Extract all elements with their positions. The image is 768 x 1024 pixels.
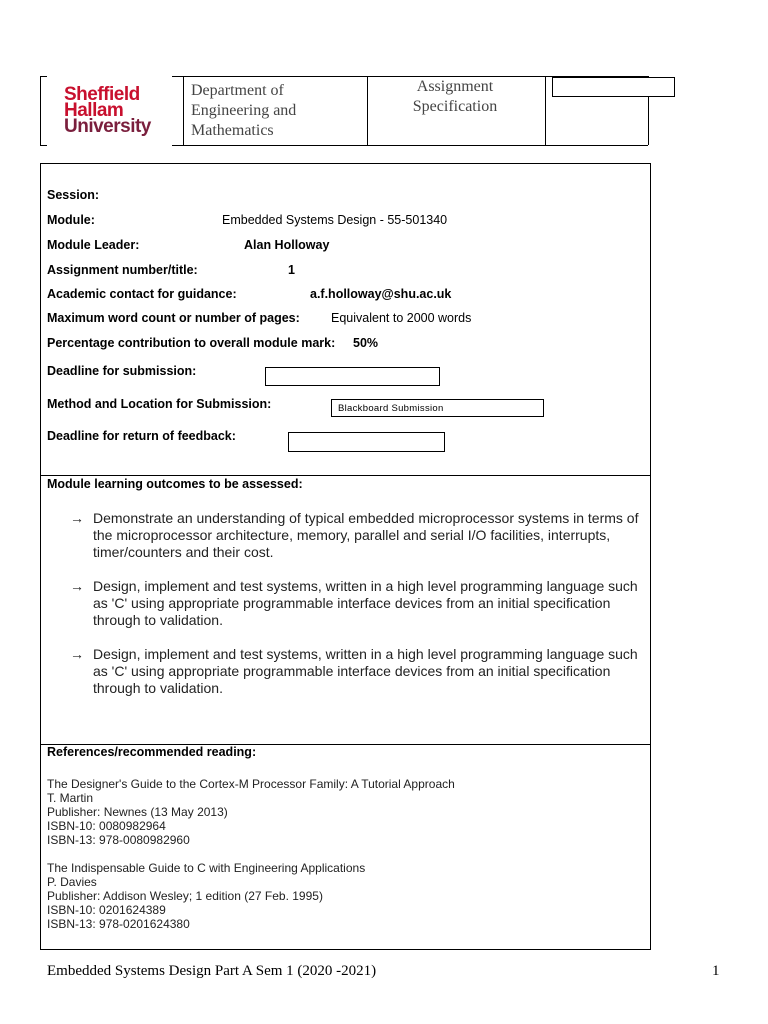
university-logo: [64, 84, 151, 137]
header-bracket: [40, 76, 47, 146]
divider: [367, 76, 368, 145]
deadline-label: Deadline for submission:: [47, 364, 197, 378]
contact-value: a.f.holloway@shu.ac.uk: [310, 287, 452, 301]
header-empty-field[interactable]: [552, 77, 675, 97]
reference-entry: [47, 777, 455, 847]
page-number: 1: [712, 963, 720, 979]
reference-author: T. Martin: [47, 791, 94, 805]
wordcount-value: Equivalent to 2000 words: [331, 311, 472, 325]
reference-isbn13: ISBN-13: 978-0201624380: [47, 917, 190, 931]
feedback-label: Deadline for return of feedback:: [47, 429, 236, 443]
divider: [40, 475, 650, 476]
reference-publisher: Publisher: Newnes (13 May 2013): [47, 805, 228, 819]
reference-isbn10: ISBN-10: 0080982964: [47, 819, 166, 833]
module-value: Embedded Systems Design - 55-501340: [222, 213, 448, 227]
outcome-text: Demonstrate an understanding of typical embedded microprocessor systems in terms of the microprocessor architecture, memory, parallel and serial I/O facilities, interrupts, timer/counters and their cost.: [93, 510, 639, 560]
reference-isbn13: ISBN-13: 978-0080982960: [47, 833, 190, 847]
references-heading: References/recommended reading:: [47, 745, 257, 759]
module-label: Module:: [47, 213, 95, 227]
contact-label: Academic contact for guidance:: [47, 287, 237, 301]
wordcount-label: Maximum word count or number of pages:: [47, 311, 300, 325]
reference-title: The Designer's Guide to the Cortex-M Processor Family: A Tutorial Approach: [47, 777, 455, 791]
divider: [183, 76, 184, 145]
method-label: Method and Location for Submission:: [47, 397, 272, 411]
outcomes-heading: Module learning outcomes to be assessed:: [47, 477, 303, 491]
assignment-label: Assignment number/title:: [47, 263, 198, 277]
logo-line: Sheffield: [64, 84, 140, 105]
logo-line: University: [64, 116, 151, 137]
reference-publisher: Publisher: Addison Wesley; 1 edition (27 Feb. 1995): [47, 889, 323, 903]
outcome-item: [70, 578, 645, 629]
document-type: Assignment Specification: [412, 78, 498, 115]
assignment-value: 1: [288, 263, 295, 277]
reference-isbn10: ISBN-10: 0201624389: [47, 903, 166, 917]
leader-value: Alan Holloway: [244, 238, 330, 252]
department-name: Department of Engineering and Mathematics: [191, 82, 297, 139]
method-field[interactable]: Blackboard Submission: [331, 399, 544, 417]
feedback-deadline-field[interactable]: [288, 432, 445, 452]
footer-title: Embedded Systems Design Part A Sem 1 (2020 -2021): [47, 963, 377, 979]
outcome-item: [70, 510, 645, 561]
percentage-label: Percentage contribution to overall module mark:: [47, 336, 336, 350]
reference-title: The Indispensable Guide to C with Engineering Applications: [47, 861, 366, 875]
arrow-icon: →: [70, 510, 84, 526]
deadline-field[interactable]: [265, 367, 440, 386]
outcome-text: Design, implement and test systems, written in a high level programming language such as 'C' using appropriate programmable interface devices from an initial specification through to validation.: [93, 578, 638, 628]
logo-line: Hallam: [64, 100, 124, 121]
outcome-text: Design, implement and test systems, written in a high level programming language such as 'C' using appropriate programmable interface devices from an initial specification through to validation.: [93, 646, 638, 696]
arrow-icon: →: [70, 578, 84, 594]
leader-label: Module Leader:: [47, 238, 140, 252]
reference-author: P. Davies: [47, 875, 97, 889]
arrow-icon: →: [70, 646, 84, 662]
percentage-value: 50%: [353, 336, 379, 350]
divider: [545, 76, 546, 145]
outcome-item: [70, 646, 645, 697]
reference-entry: [47, 861, 365, 931]
session-label: Session:: [47, 188, 100, 202]
